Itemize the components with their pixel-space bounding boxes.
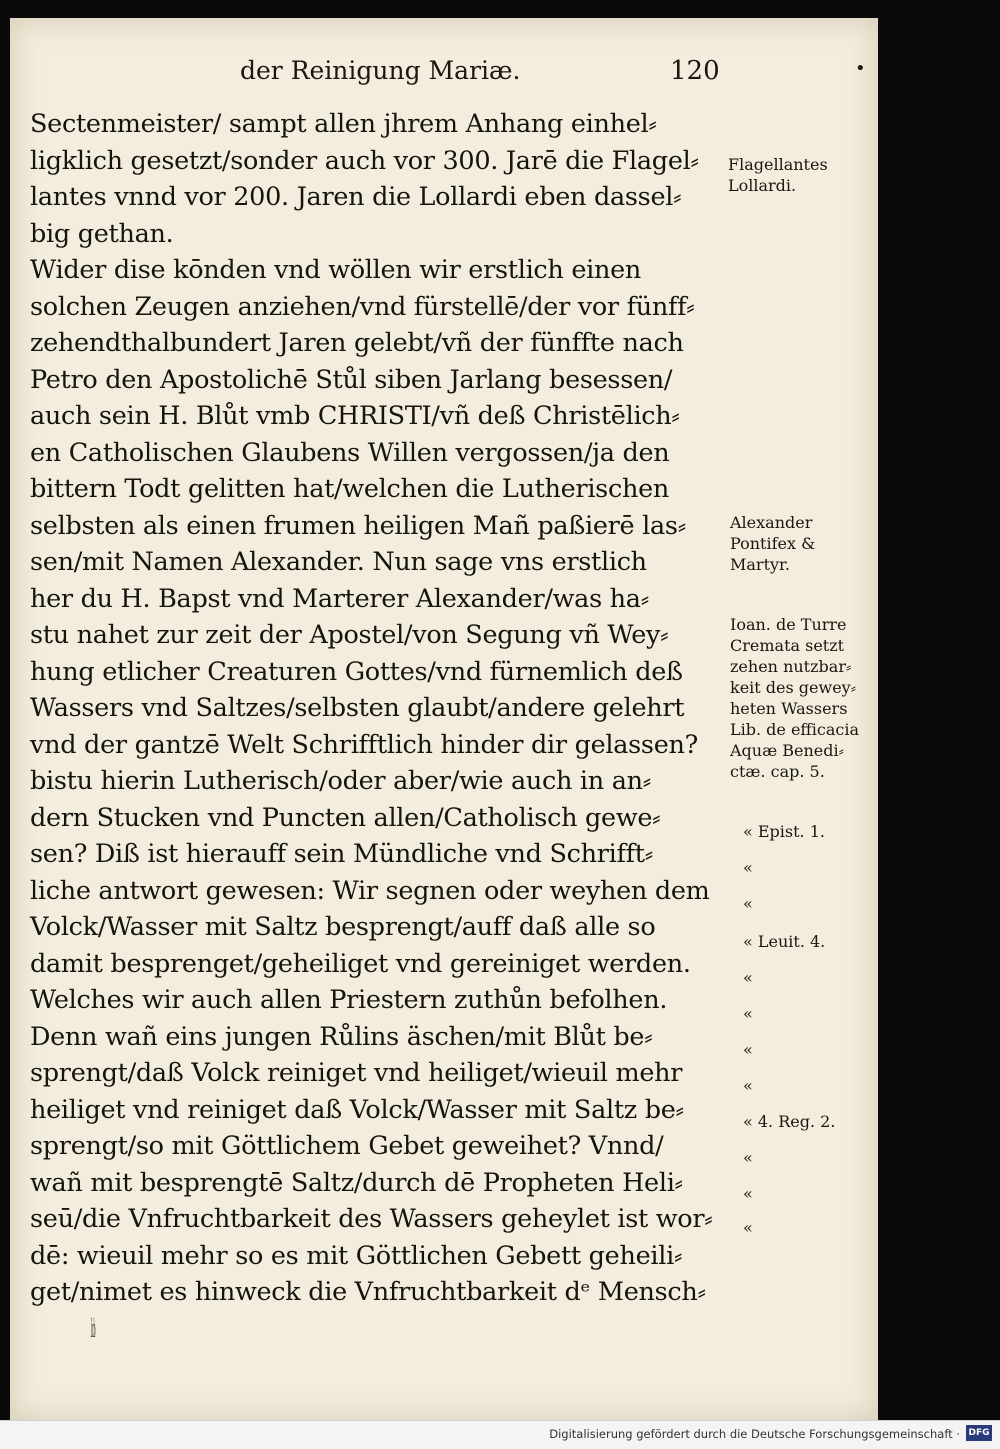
text-line: sen? Diß ist hierauff sein Mündliche vnd Schrifft⸗	[30, 839, 653, 869]
quote-mark: «	[743, 894, 753, 913]
text-line: Wider dise kōnden vnd wöllen wir erstlich einen	[30, 255, 642, 285]
text-line: Sectenmeister/ sampt allen jhrem Anhang einhel⸗	[30, 109, 657, 139]
marginal-note-line: heten Wassers	[730, 699, 848, 718]
marginal-note	[730, 512, 815, 575]
text-line: her du H. Bapst vnd Marterer Alexander/was ha⸗	[30, 583, 649, 614]
text-line: solchen Zeugen anziehen/vnd fürstellē/der vor fünff⸗	[30, 291, 695, 322]
text-line: bittern Todt gelitten hat/welchen die Lutherischen	[30, 474, 669, 504]
quote-mark: «	[743, 1040, 753, 1059]
marginal-note-line: Ioan. de Turre	[730, 615, 847, 634]
quote-mark: «	[743, 1218, 753, 1237]
text-line: liche antwort gewesen: Wir segnen oder weyhen dem	[30, 875, 710, 906]
quote-mark: «	[743, 858, 753, 877]
text-line: sprengt/daß Volck reiniget vnd heiliget/wieuil mehr	[30, 1058, 683, 1088]
text-line: bistu hierin Lutherisch/oder aber/wie auch in an⸗	[30, 766, 651, 796]
text-line: Denn wañ eins jungen Růlins äschen/mit Blůt be⸗	[30, 1021, 653, 1052]
marginal-note-line: Flagellantes	[728, 155, 828, 174]
book-page	[10, 18, 878, 1420]
text-line: zehendthalbundert Jaren gelebt/vñ der fünffte nach	[30, 328, 684, 358]
quote-mark: « 4. Reg. 2.	[743, 1112, 836, 1131]
quote-mark: «	[743, 1184, 753, 1203]
marginal-note-line: Lib. de efficacia	[730, 720, 860, 739]
text-line: Welches wir auch allen Priestern zuthůn befolhen.	[30, 985, 668, 1015]
text-line: Petro den Apostolichē Stůl siben Jarlang besessen/	[30, 364, 673, 395]
marginal-note-line: Martyr.	[730, 555, 791, 574]
text-line: dern Stucken vnd Puncten allen/Catholisch gewe⸗	[30, 802, 661, 833]
marginal-note-line: ctæ. cap. 5.	[730, 762, 825, 781]
text-line: ligklich gesetzt/sonder auch vor 300. Jarē die Flagel⸗	[30, 145, 699, 176]
quote-mark: «	[743, 1148, 753, 1167]
text-line: lantes vnnd vor 200. Jaren die Lollardi eben dassel⸗	[30, 182, 682, 212]
text-line: hung etlicher Creaturen Gottes/vnd fürnemlich deß	[30, 656, 683, 687]
text-line: wañ mit besprengtē Saltz/durch dē Propheten Heli⸗	[30, 1167, 683, 1198]
text-line: dē: wieuil mehr so es mit Göttlichen Gebett geheili⸗	[30, 1240, 683, 1271]
text-line: en Catholischen Glaubens Willen vergossen/ja den	[30, 437, 670, 468]
quote-mark: «	[743, 1004, 753, 1023]
footer-bar	[0, 1420, 1000, 1449]
text-line: big gethan.	[30, 218, 174, 249]
text-line: seū/die Vnfruchtbarkeit des Wassers geheylet ist wor⸗	[30, 1204, 713, 1234]
page-header	[240, 56, 740, 96]
marginal-note	[730, 614, 859, 782]
marginal-note-line: Aquæ Benedi⸗	[730, 741, 844, 760]
text-line: selbsten als einen frumen heiligen Mañ paßierē las⸗	[30, 510, 686, 541]
text-line: sen/mit Namen Alexander. Nun sage vns erstlich	[30, 547, 647, 577]
text-line: get/nimet es hinweck die Vnfruchtbarkeit dᵉ Mensch⸗	[30, 1277, 706, 1307]
marginal-note	[728, 154, 828, 196]
folio-number: 120	[670, 56, 720, 86]
marginal-note-line: Lollardi.	[728, 176, 797, 195]
text-line: Volck/Wasser mit Saltz besprengt/auff daß alle so	[30, 912, 656, 942]
text-line: heiliget vnd reiniget daß Volck/Wasser mit Saltz be⸗	[30, 1094, 684, 1125]
marginal-note-line: Cremata setzt	[730, 636, 845, 655]
printer-mark: •	[855, 58, 866, 79]
text-line: Wassers vnd Saltzes/selbsten glaubt/andere gelehrt	[30, 693, 685, 723]
main-text-block	[30, 106, 730, 1347]
text-line: damit besprenget/geheiliget vnd gereiniget werden.	[30, 948, 691, 979]
marginal-note-line: zehen nutzbar⸗	[730, 657, 852, 676]
text-line: vnd der gantzē Welt Schrifftlich hinder dir gelassen?	[30, 729, 699, 760]
funding-credit: Digitalisierung gefördert durch die Deutsche Forschungsgemeinschaft ·	[549, 1427, 960, 1441]
text-line: auch sein H. Blůt vmb CHRISTI/vñ deß Christēlich⸗	[30, 401, 680, 431]
marginal-note-line: Pontifex &	[730, 534, 816, 553]
text-line: stu nahet zur zeit der Apostel/von Segung vñ Wey⸗	[30, 620, 669, 650]
dfg-logo: DFG	[966, 1425, 992, 1441]
marginal-note-line: Alexander	[730, 513, 813, 532]
text-line: sprengt/so mit Göttlichem Gebet geweihet? Vnnd/	[30, 1131, 664, 1161]
marginal-note-line: keit des gewey⸗	[730, 678, 857, 697]
quote-mark: «	[743, 968, 753, 987]
catchword: lich⸗	[90, 1313, 97, 1344]
quote-mark: «	[743, 1076, 753, 1095]
running-head: der Reinigung Mariæ.	[240, 56, 521, 85]
quote-mark: « Leuit. 4.	[743, 932, 826, 951]
quote-mark: « Epist. 1.	[743, 822, 825, 841]
